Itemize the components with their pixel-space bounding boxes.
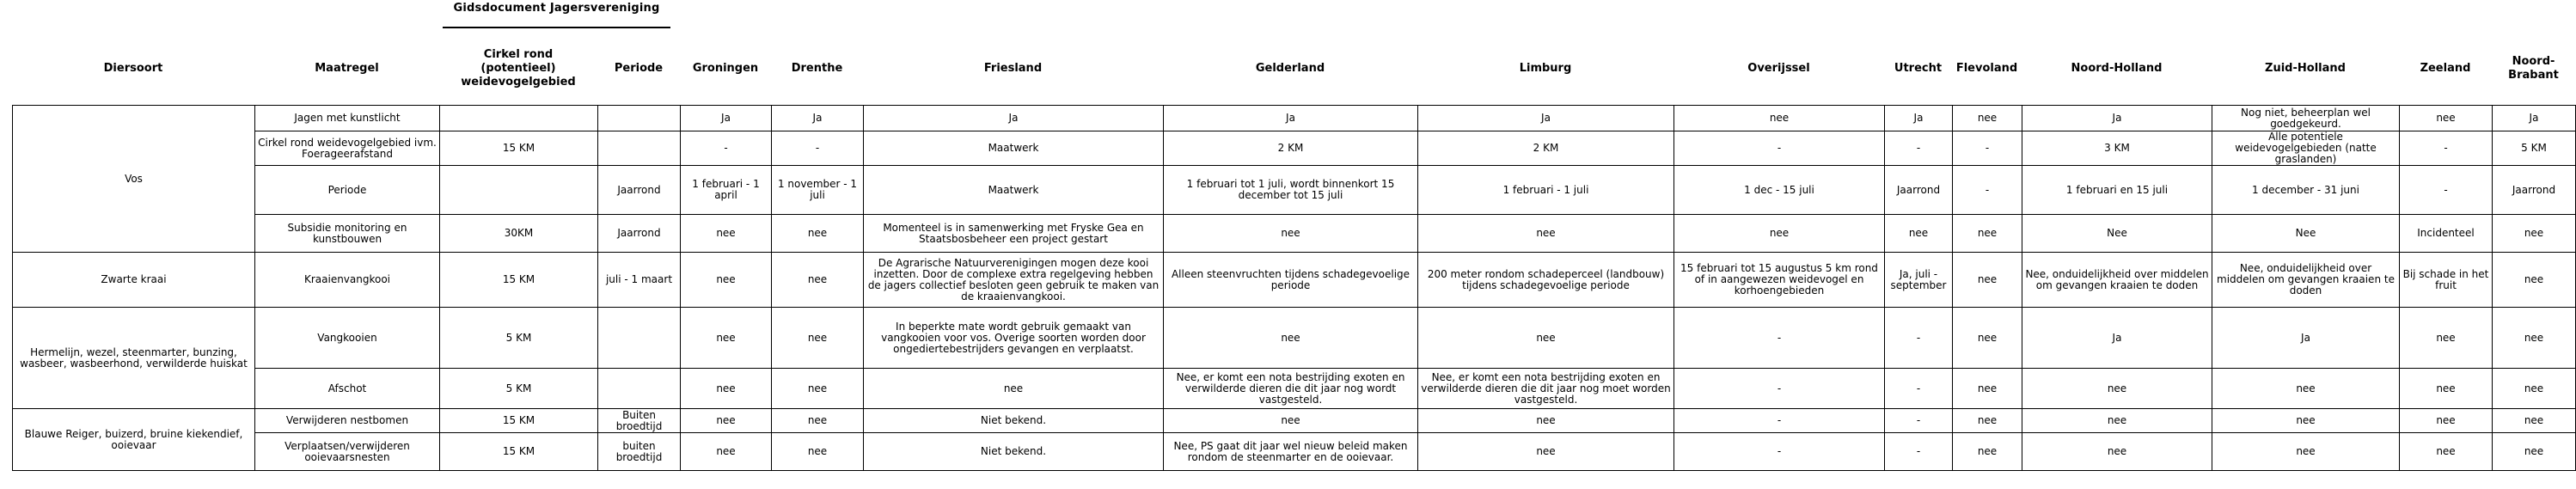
column-header-friesland: Friesland bbox=[983, 62, 1043, 75]
table-cell: nee bbox=[2400, 433, 2493, 471]
maatregel-cell: Verplaatsen/verwijderen ooievaarsnesten bbox=[255, 433, 440, 471]
table-cell: Maatwerk bbox=[864, 131, 1164, 166]
table-row bbox=[13, 166, 2576, 215]
table-cell: Ja bbox=[2493, 106, 2576, 131]
maatregel-cell: Verwijderen nestbomen bbox=[255, 409, 440, 433]
table-cell: Nee, er komt een nota bestrijding exoten en verwilderde dieren die dit jaar nog moet worden vastgesteld. bbox=[1418, 369, 1674, 409]
table-cell: nee bbox=[2493, 215, 2576, 253]
table-cell: 200 meter rondom schadeperceel (landbouw) tijdens schadegevoelige periode bbox=[1418, 253, 1674, 308]
table-cell: nee bbox=[772, 253, 864, 308]
table-cell: Niet bekend. bbox=[864, 433, 1164, 471]
table-cell: - bbox=[681, 131, 772, 166]
table-cell: nee bbox=[772, 369, 864, 409]
table-cell: Momenteel is in samenwerking met Fryske Gea en Staatsbosbeheer een project gestart bbox=[864, 215, 1164, 253]
table-cell bbox=[598, 308, 681, 369]
table-cell: 2 KM bbox=[1418, 131, 1674, 166]
table-cell: - bbox=[2400, 131, 2493, 166]
table-cell: nee bbox=[2022, 409, 2212, 433]
table-row bbox=[13, 253, 2576, 308]
table-cell: nee bbox=[2022, 369, 2212, 409]
table-cell: nee bbox=[2400, 369, 2493, 409]
table-cell: - bbox=[1674, 369, 1885, 409]
table-cell: Ja bbox=[681, 106, 772, 131]
table-cell: nee bbox=[681, 308, 772, 369]
column-header-noord-brabant: Noord-Brabant bbox=[2508, 55, 2559, 82]
maatregel-cell: Cirkel rond weidevogelgebied ivm. Foerageerafstand bbox=[255, 131, 440, 166]
table-cell: nee bbox=[681, 369, 772, 409]
table-cell: - bbox=[1674, 308, 1885, 369]
table-cell: nee bbox=[681, 433, 772, 471]
table-cell: Alle potentiele weidevogelgebieden (natte graslanden) bbox=[2212, 131, 2400, 166]
column-header-limburg: Limburg bbox=[1519, 62, 1572, 75]
table-cell: 1 november - 1 juli bbox=[772, 166, 864, 215]
table-cell: nee bbox=[1674, 215, 1885, 253]
table-cell: nee bbox=[2400, 409, 2493, 433]
table-cell: Ja bbox=[864, 106, 1164, 131]
table-cell: nee bbox=[2212, 409, 2400, 433]
maatregel-cell: Kraaienvangkooi bbox=[255, 253, 440, 308]
table-cell: Ja bbox=[2022, 308, 2212, 369]
table-cell: nee bbox=[2212, 369, 2400, 409]
table-cell: Jaarrond bbox=[598, 215, 681, 253]
table-cell: nee bbox=[681, 253, 772, 308]
table-row bbox=[13, 131, 2576, 166]
table-cell: Buiten broedtijd bbox=[598, 409, 681, 433]
table-cell: 1 dec - 15 juli bbox=[1674, 166, 1885, 215]
maatregel-cell: Periode bbox=[255, 166, 440, 215]
column-header-noord-holland: Noord-Holland bbox=[2071, 62, 2163, 75]
table-cell: 15 KM bbox=[440, 253, 598, 308]
table-row bbox=[13, 369, 2576, 409]
table-cell: juli - 1 maart bbox=[598, 253, 681, 308]
table-row bbox=[13, 409, 2576, 433]
table-cell: Nee, er komt een nota bestrijding exoten en verwilderde dieren die dit jaar nog wordt vastgesteld. bbox=[1164, 369, 1418, 409]
table-cell: Bij schade in het fruit bbox=[2400, 253, 2493, 308]
table-cell: nee bbox=[2212, 433, 2400, 471]
table-cell: In beperkte mate wordt gebruik gemaakt van vangkooien voor vos. Overige soorten worden door ongediertebestrijders gevangen en verplaatst. bbox=[864, 308, 1164, 369]
table-cell: nee bbox=[1953, 433, 2022, 471]
table-cell: Jaarrond bbox=[598, 166, 681, 215]
table-cell: 1 december - 31 juni bbox=[2212, 166, 2400, 215]
table-cell: 15 KM bbox=[440, 433, 598, 471]
column-header-zeeland: Zeeland bbox=[2420, 62, 2471, 75]
table-cell: nee bbox=[2493, 308, 2576, 369]
table-cell: nee bbox=[2400, 106, 2493, 131]
table-cell: - bbox=[1674, 131, 1885, 166]
table-cell: nee bbox=[1953, 215, 2022, 253]
maatregel-cell: Vangkooien bbox=[255, 308, 440, 369]
table-cell: nee bbox=[1674, 106, 1885, 131]
table-cell: - bbox=[1674, 433, 1885, 471]
table-cell: nee bbox=[1164, 215, 1418, 253]
table-row bbox=[13, 106, 2576, 131]
table-cell: - bbox=[1674, 409, 1885, 433]
table-cell: nee bbox=[1953, 253, 2022, 308]
table-cell: nee bbox=[2400, 308, 2493, 369]
table-cell: nee bbox=[2493, 253, 2576, 308]
table-cell: Ja bbox=[1164, 106, 1418, 131]
document-title: Gidsdocument Jagersvereniging bbox=[443, 2, 670, 28]
table-cell bbox=[598, 369, 681, 409]
column-header-diersoort: Diersoort bbox=[103, 62, 163, 75]
table-cell: nee bbox=[2493, 369, 2576, 409]
table-cell: 1 februari - 1 april bbox=[681, 166, 772, 215]
table-cell: 15 KM bbox=[440, 131, 598, 166]
table-cell: - bbox=[1953, 131, 2022, 166]
table-cell: nee bbox=[1953, 409, 2022, 433]
table-cell bbox=[598, 131, 681, 166]
table-cell: nee bbox=[772, 215, 864, 253]
column-header-overijssel: Overijssel bbox=[1747, 62, 1810, 75]
table-cell: nee bbox=[1953, 369, 2022, 409]
table-cell: 2 KM bbox=[1164, 131, 1418, 166]
table-cell bbox=[440, 106, 598, 131]
table-cell: nee bbox=[2493, 409, 2576, 433]
table-cell: Ja bbox=[2212, 308, 2400, 369]
table-cell: - bbox=[1953, 166, 2022, 215]
table-row bbox=[13, 308, 2576, 369]
table-cell: nee bbox=[772, 409, 864, 433]
table-row bbox=[13, 433, 2576, 471]
table-cell: 30KM bbox=[440, 215, 598, 253]
column-header-periode: Periode bbox=[614, 62, 664, 75]
table-cell: 15 KM bbox=[440, 409, 598, 433]
table-cell: Ja bbox=[2022, 106, 2212, 131]
table-cell: nee bbox=[681, 409, 772, 433]
table-row bbox=[13, 215, 2576, 253]
table-cell: nee bbox=[2022, 433, 2212, 471]
table-cell: nee bbox=[1885, 215, 1953, 253]
table-cell: - bbox=[772, 131, 864, 166]
table-cell: Niet bekend. bbox=[864, 409, 1164, 433]
column-header-flevoland: Flevoland bbox=[1955, 62, 2018, 75]
table-cell: 5 KM bbox=[440, 369, 598, 409]
table-cell: 5 KM bbox=[440, 308, 598, 369]
table-cell: nee bbox=[772, 308, 864, 369]
table-cell: Nee, onduidelijkheid over middelen om gevangen kraaien te doden bbox=[2212, 253, 2400, 308]
column-header-drenthe: Drenthe bbox=[791, 62, 843, 75]
column-header-cirkel: Cirkel rond (potentieel) weidevogelgebied bbox=[461, 48, 576, 89]
table-cell: buiten broedtijd bbox=[598, 433, 681, 471]
table-cell: nee bbox=[2493, 433, 2576, 471]
table-cell: nee bbox=[1418, 215, 1674, 253]
table-cell: nee bbox=[1164, 308, 1418, 369]
maatregel-cell: Afschot bbox=[255, 369, 440, 409]
diersoort-cell: Zwarte kraai bbox=[13, 253, 255, 308]
table-cell: - bbox=[2400, 166, 2493, 215]
column-header-zuid-holland: Zuid-Holland bbox=[2265, 62, 2346, 75]
table-cell: - bbox=[1885, 409, 1953, 433]
table-cell: 1 februari en 15 juli bbox=[2022, 166, 2212, 215]
table-cell: Incidenteel bbox=[2400, 215, 2493, 253]
table-cell: Nee bbox=[2022, 215, 2212, 253]
table-cell: nee bbox=[864, 369, 1164, 409]
table-cell: nee bbox=[681, 215, 772, 253]
table-cell: nee bbox=[1418, 308, 1674, 369]
table-cell: Jaarrond bbox=[1885, 166, 1953, 215]
table-cell: 1 februari tot 1 juli, wordt binnenkort 15 december tot 15 juli bbox=[1164, 166, 1418, 215]
table-cell: Nee, PS gaat dit jaar wel nieuw beleid maken rondom de steenmarter en de ooievaar. bbox=[1164, 433, 1418, 471]
column-header-utrecht: Utrecht bbox=[1894, 62, 1943, 75]
table-cell bbox=[440, 166, 598, 215]
table-cell: Ja bbox=[1418, 106, 1674, 131]
table-cell: Jaarrond bbox=[2493, 166, 2576, 215]
measures-table bbox=[12, 105, 2576, 471]
table-cell: Maatwerk bbox=[864, 166, 1164, 215]
table-cell: Nee, onduidelijkheid over middelen om gevangen kraaien te doden bbox=[2022, 253, 2212, 308]
table-cell: 5 KM bbox=[2493, 131, 2576, 166]
table-cell: nee bbox=[1953, 308, 2022, 369]
table-cell bbox=[598, 106, 681, 131]
table-cell: nee bbox=[1418, 433, 1674, 471]
table-cell: Ja bbox=[1885, 106, 1953, 131]
diersoort-cell: Vos bbox=[13, 106, 255, 253]
table-cell: - bbox=[1885, 369, 1953, 409]
table-cell: nee bbox=[1953, 106, 2022, 131]
table-cell: 15 februari tot 15 augustus 5 km rond of in aangewezen weidevogel en korhoengebieden bbox=[1674, 253, 1885, 308]
column-header-groningen: Groningen bbox=[692, 62, 759, 75]
column-header-maatregel: Maatregel bbox=[315, 62, 379, 75]
table-cell: nee bbox=[1164, 409, 1418, 433]
column-header-gelderland: Gelderland bbox=[1255, 62, 1325, 75]
table-cell: Ja bbox=[772, 106, 864, 131]
table-cell: - bbox=[1885, 308, 1953, 369]
table-cell: nee bbox=[1418, 409, 1674, 433]
table-cell: Nee bbox=[2212, 215, 2400, 253]
table-cell: nee bbox=[772, 433, 864, 471]
table-cell: - bbox=[1885, 433, 1953, 471]
table-cell: Ja, juli - september bbox=[1885, 253, 1953, 308]
table-cell: De Agrarische Natuurverenigingen mogen deze kooi inzetten. Door de complexe extra regelgeving hebben de jagers collectief besloten geen gebruik te maken van de kraaienvangkooi. bbox=[864, 253, 1164, 308]
table-cell: - bbox=[1885, 131, 1953, 166]
table-cell: 1 februari - 1 juli bbox=[1418, 166, 1674, 215]
diersoort-cell: Blauwe Reiger, buizerd, bruine kiekendief, ooievaar bbox=[13, 409, 255, 471]
table-cell: Nog niet, beheerplan wel goedgekeurd. bbox=[2212, 106, 2400, 131]
maatregel-cell: Jagen met kunstlicht bbox=[255, 106, 440, 131]
diersoort-cell: Hermelijn, wezel, steenmarter, bunzing, wasbeer, wasbeerhond, verwilderde huiskat bbox=[13, 308, 255, 409]
table-cell: 3 KM bbox=[2022, 131, 2212, 166]
maatregel-cell: Subsidie monitoring en kunstbouwen bbox=[255, 215, 440, 253]
table-cell: Alleen steenvruchten tijdens schadegevoelige periode bbox=[1164, 253, 1418, 308]
